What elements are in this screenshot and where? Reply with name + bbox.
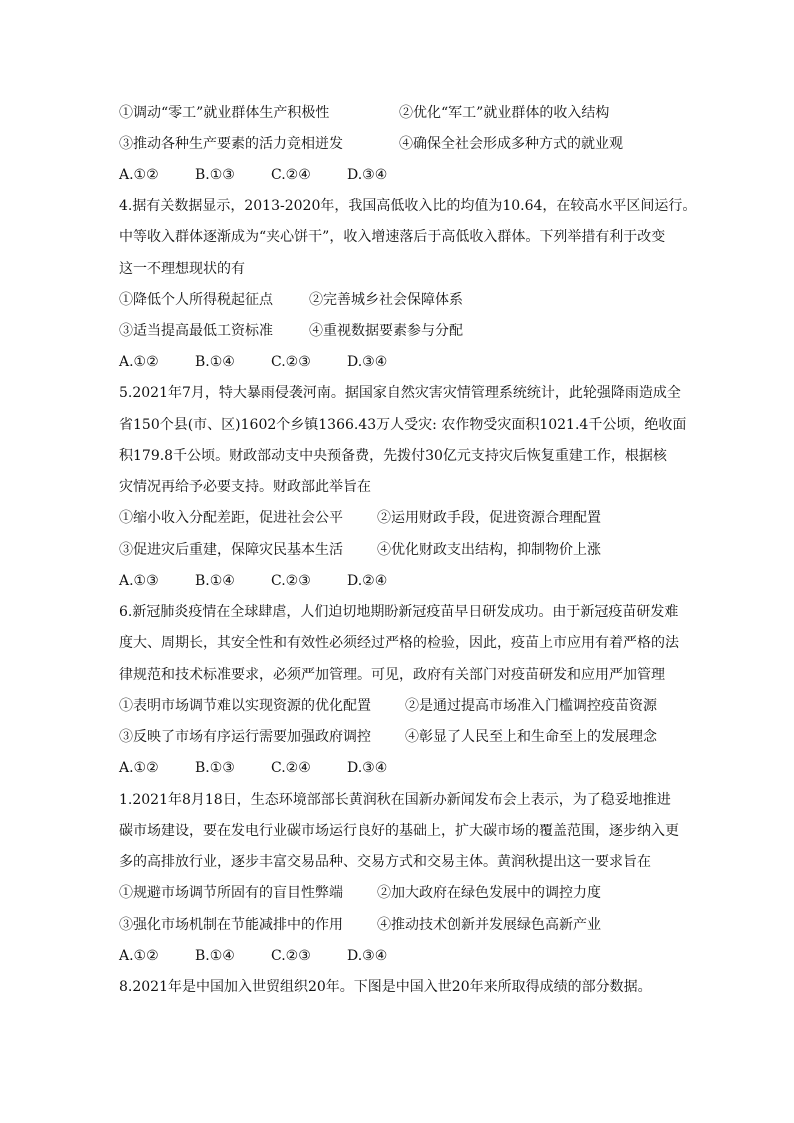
q4-option-2: ②完善城乡社会保障体系 — [309, 292, 463, 308]
q6-stem-line-3: 律规范和技术标准要求，必须严加管理。可见，政府有关部门对疫苗研发和应用严加管理 — [119, 667, 665, 683]
q7-answer-c: C.②③ — [271, 948, 311, 964]
q3-answer-d: D.③④ — [347, 167, 388, 183]
q4-answers — [119, 353, 679, 371]
q4-stem-line-3: 这一不理想现状的有 — [119, 261, 245, 277]
q7-option-4: ④推动技术创新并发展绿色高新产业 — [377, 917, 601, 933]
q5-answers — [119, 572, 679, 590]
q5-stem-line-1: 5.2021年7月，特大暴雨侵袭河南。据国家自然灾害灾情管理系统统计，此轮强降雨造成全 — [119, 385, 681, 401]
q5-options-row-1 — [119, 509, 679, 527]
q3-answer-b: B.①③ — [195, 167, 235, 183]
q3-option-3: ③推动各种生产要素的活力竞相迸发 — [119, 136, 343, 152]
q5-answer-c: C.②③ — [271, 573, 311, 589]
q3-answers — [119, 166, 679, 184]
q8-stem-line-1: 8.2021年是中国加入世贸组织20年。下图是中国入世20年来所取得成绩的部分数据。 — [119, 979, 652, 995]
q7-stem-line-1: 1.2021年8月18日，生态环境部部长黄润秋在国新办新闻发布会上表示，为了稳妥地推进 — [119, 792, 671, 808]
q3-options-row-1 — [119, 104, 679, 122]
q6-option-1: ①表明市场调节难以实现资源的优化配置 — [119, 698, 371, 714]
q6-stem-line-1: 6.新冠肺炎疫情在全球肆虐，人们迫切地期盼新冠疫苗早日研发成功。由于新冠疫苗研发难 — [119, 604, 679, 620]
q5-option-1: ①缩小收入分配差距，促进社会公平 — [119, 510, 343, 526]
q7-options-row-2 — [119, 916, 679, 934]
q6-option-4: ④彰显了人民至上和生命至上的发展理念 — [405, 729, 657, 745]
q4-options-row-1 — [119, 291, 679, 309]
q7-answer-a: A.①② — [119, 948, 159, 964]
q7-answer-b: B.①④ — [195, 948, 235, 964]
q3-option-1: ①调动“零工”就业群体生产积极性 — [119, 105, 330, 121]
q5-option-2: ②运用财政手段，促进资源合理配置 — [377, 510, 601, 526]
q4-options-row-2 — [119, 322, 679, 340]
q4-answer-b: B.①④ — [195, 354, 235, 370]
q5-stem-line-2: 省150个县(市、区)1602个乡镇1366.43万人受灾: 农作物受灾面积1021.4千公顷，绝收面 — [119, 417, 687, 433]
q6-answer-c: C.②④ — [271, 760, 311, 776]
q4-option-4: ④重视数据要素参与分配 — [309, 323, 463, 339]
q7-answers — [119, 947, 679, 965]
q3-option-2: ②优化“军工”就业群体的收入结构 — [399, 105, 610, 121]
q4-answer-d: D.③④ — [347, 354, 388, 370]
q7-options-row-1 — [119, 884, 679, 902]
q5-stem-line-3: 积179.8千公顷。财政部动支中央预备费，先拨付30亿元支持灾后恢复重建工作，根据核 — [119, 448, 667, 464]
q6-option-2: ②是通过提高市场准入门槛调控疫苗资源 — [405, 698, 657, 714]
q6-options-row-2 — [119, 728, 679, 746]
q6-answers — [119, 759, 679, 777]
q7-option-2: ②加大政府在绿色发展中的调控力度 — [377, 885, 601, 901]
q3-options-row-2 — [119, 135, 679, 153]
q4-option-3: ③适当提高最低工资标准 — [119, 323, 273, 339]
q7-option-3: ③强化市场机制在节能减排中的作用 — [119, 917, 343, 933]
q7-stem-line-3: 多的高排放行业，逐步丰富交易品种、交易方式和交易主体。黄润秋提出这一要求旨在 — [119, 854, 651, 870]
q4-answer-a: A.①② — [119, 354, 159, 370]
q5-stem-line-4: 灾情况再给予必要支持。财政部此举旨在 — [119, 479, 371, 495]
q3-option-4: ④确保全社会形成多种方式的就业观 — [399, 136, 623, 152]
q6-answer-a: A.①② — [119, 760, 159, 776]
q5-answer-a: A.①③ — [119, 573, 159, 589]
q5-option-4: ④优化财政支出结构，抑制物价上涨 — [377, 542, 601, 558]
q6-answer-b: B.①③ — [195, 760, 235, 776]
q3-answer-c: C.②④ — [271, 167, 311, 183]
q6-stem-line-2: 度大、周期长，其安全性和有效性必须经过严格的检验，因此，疫苗上市应用有着严格的法 — [119, 635, 679, 651]
q4-answer-c: C.②③ — [271, 354, 311, 370]
q5-options-row-2 — [119, 541, 679, 559]
q6-answer-d: D.③④ — [347, 760, 388, 776]
q7-stem-line-2: 碳市场建设，要在发电行业碳市场运行良好的基础上，扩大碳市场的覆盖范围，逐步纳入更 — [119, 823, 679, 839]
q4-stem-line-2: 中等收入群体逐渐成为“夹心饼干”，收入增速落后于高低收入群体。下列举措有利于改变 — [119, 229, 666, 245]
q4-option-1: ①降低个人所得税起征点 — [119, 292, 273, 308]
q6-option-3: ③反映了市场有序运行需要加强政府调控 — [119, 729, 371, 745]
q5-answer-b: B.①④ — [195, 573, 235, 589]
q7-answer-d: D.③④ — [347, 948, 388, 964]
q4-stem-line-1: 4.据有关数据显示，2013-2020年，我国高低收入比的均值为10.64，在较高水平区间运行。 — [119, 198, 697, 214]
q5-option-3: ③促进灾后重建，保障灾民基本生活 — [119, 542, 343, 558]
q6-options-row-1 — [119, 697, 679, 715]
q3-answer-a: A.①② — [119, 167, 159, 183]
q5-answer-d: D.②④ — [347, 573, 388, 589]
q7-option-1: ①规避市场调节所固有的盲目性弊端 — [119, 885, 343, 901]
